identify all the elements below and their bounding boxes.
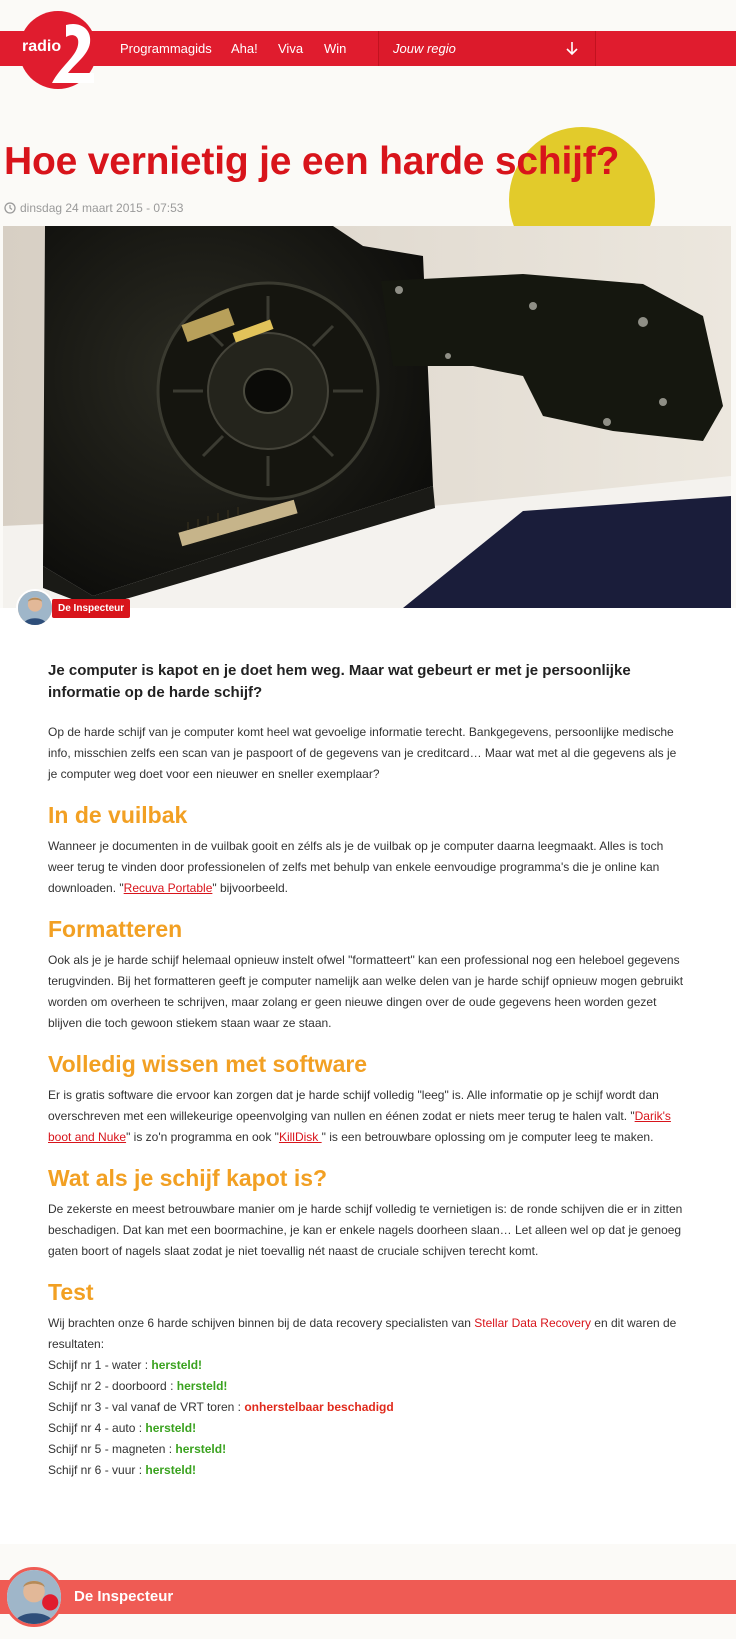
test-result-item xyxy=(48,1376,688,1397)
result-label: Schijf nr 1 - water : xyxy=(48,1358,152,1372)
test-result-item xyxy=(48,1418,688,1439)
paragraph-formatteren: Ook als je je harde schijf helemaal opnieuw instelt ofwel "formatteert" kan een professional nog een heleboel gegevens terugvinden. Bij het formatteren geeft je computer namelijk aan welke delen van je harde schijf opnieuw mogen gebruikt worden om overheen te schrijven, maar zolang er geen nieuwe dingen over de oude gegevens heen worden gezet blijven die toch gewoon stiekem staan waar ze staan. xyxy=(48,953,684,1030)
heading-volledig-wissen: Volledig wissen met software xyxy=(48,1051,368,1077)
test-result-item xyxy=(48,1355,688,1376)
paragraph-kapot: De zekerste en meest betrouwbare manier om je harde schijf volledig te vernietigen is: de ronde schijven die er in zitten beschadigen. Dat kan met een boormachine, je kan er enkele nagels doorheen slaan… Let alleen wel op dat je genoeg gaten boort of nagels slaat zodat je niet toevallig nét naast de cruciale schijven terecht komt. xyxy=(48,1202,683,1258)
paragraph-vuilbak xyxy=(48,836,688,899)
footer-author-avatar[interactable] xyxy=(4,1567,64,1627)
author-tag[interactable] xyxy=(16,589,130,627)
heading-formatteren: Formatteren xyxy=(48,916,183,942)
result-status: hersteld! xyxy=(176,1379,228,1393)
article-body xyxy=(0,608,736,1544)
nav-item-programmagids[interactable]: Programmagids xyxy=(120,41,212,56)
article-date xyxy=(4,201,183,215)
article-title: Hoe vernietig je een harde schijf? xyxy=(4,140,620,183)
author-footer-bar[interactable] xyxy=(0,1580,736,1614)
result-status: hersteld! xyxy=(175,1442,227,1456)
link-recuva-portable[interactable]: Recuva Portable xyxy=(123,881,213,895)
article-date-text: dinsdag 24 maart 2015 - 07:53 xyxy=(20,201,184,215)
radio2-logo[interactable] xyxy=(14,11,106,89)
test-result-item xyxy=(48,1460,688,1481)
link-dariks-boot-and-nuke[interactable]: Darik's boot and Nuke xyxy=(48,1109,671,1144)
author-avatar xyxy=(16,589,54,627)
heading-schijf-kapot: Wat als je schijf kapot is? xyxy=(48,1165,328,1191)
heading-test: Test xyxy=(48,1279,94,1305)
result-label: Schijf nr 2 - doorboord : xyxy=(48,1379,177,1393)
link-killdisk[interactable]: KillDisk xyxy=(278,1130,322,1144)
test-result-item xyxy=(48,1439,688,1460)
heading-in-de-vuilbak: In de vuilbak xyxy=(48,802,188,828)
result-label: Schijf nr 6 - vuur : xyxy=(48,1463,146,1477)
paragraph-text: Er is gratis software die ervoor kan zorgen dat je harde schijf volledig "leeg" is. Alle informatie op je schijf wordt dan overschreven met een willekeurige opeenvolging van nullen en éénen zodat er niets meer terug te halen valt. " xyxy=(48,1088,659,1123)
result-status: hersteld! xyxy=(151,1358,203,1372)
region-selector-label: Jouw regio xyxy=(393,41,456,56)
hero-image-burnt-hard-drive xyxy=(3,226,731,608)
author-badge: De Inspecteur xyxy=(52,599,130,618)
result-status: hersteld! xyxy=(145,1421,197,1435)
result-status: hersteld! xyxy=(145,1463,197,1477)
result-status: onherstelbaar beschadigd xyxy=(244,1400,394,1414)
region-selector[interactable] xyxy=(378,31,596,66)
paragraph-software xyxy=(48,1085,688,1148)
paragraph-text: " is een betrouwbare oplossing om je computer leeg te maken. xyxy=(321,1130,654,1144)
nav-item-viva[interactable]: Viva xyxy=(278,41,304,56)
test-result-item xyxy=(48,1397,688,1418)
clock-icon xyxy=(4,202,16,214)
nav-item-win[interactable]: Win xyxy=(324,41,347,56)
paragraph-text: en dit waren de resultaten: xyxy=(48,1316,677,1351)
arrow-down-icon xyxy=(565,41,579,57)
footer-author-name: De Inspecteur xyxy=(74,1588,174,1605)
paragraph-text: Wanneer je documenten in de vuilbak gooit en zélfs als je de vuilbak op je computer daarna leegmaakt. Alles is toch weer terug te vinden door professionelen of zelfs met behulp van enkele eenvoudige programma's die je online kan downloaden. " xyxy=(48,839,664,895)
article-lead: Je computer is kapot en je doet hem weg. Maar wat gebeurt er met je persoonlijke informatie op de harde schijf? xyxy=(48,662,631,701)
svg-text:radio: radio xyxy=(22,38,62,55)
article-content xyxy=(48,660,688,1481)
result-label: Schijf nr 5 - magneten : xyxy=(48,1442,176,1456)
link-stellar-data-recovery[interactable]: Stellar Data Recovery xyxy=(474,1316,591,1330)
paragraph-test xyxy=(48,1313,688,1355)
paragraph-text: Wij brachten onze 6 harde schijven binnen bij de data recovery specialisten van xyxy=(48,1316,475,1330)
nav-item-aha[interactable]: Aha! xyxy=(231,41,258,56)
test-results-list xyxy=(48,1355,688,1481)
paragraph-text: " is zo'n programma en ook " xyxy=(126,1130,279,1144)
result-label: Schijf nr 4 - auto : xyxy=(48,1421,146,1435)
result-label: Schijf nr 3 - val vanaf de VRT toren : xyxy=(48,1400,245,1414)
main-nav-bar xyxy=(0,31,736,66)
paragraph-text: " bijvoorbeeld. xyxy=(212,881,289,895)
article-intro: Op de harde schijf van je computer komt heel wat gevoelige informatie terecht. Bankgegevens, persoonlijke medische info, misschien zelfs een scan van je paspoort of de gegevens van je creditcard… Maar wat met al die gegevens als je je computer weg doet voor een nieuwer en sneller exemplaar? xyxy=(48,725,677,781)
